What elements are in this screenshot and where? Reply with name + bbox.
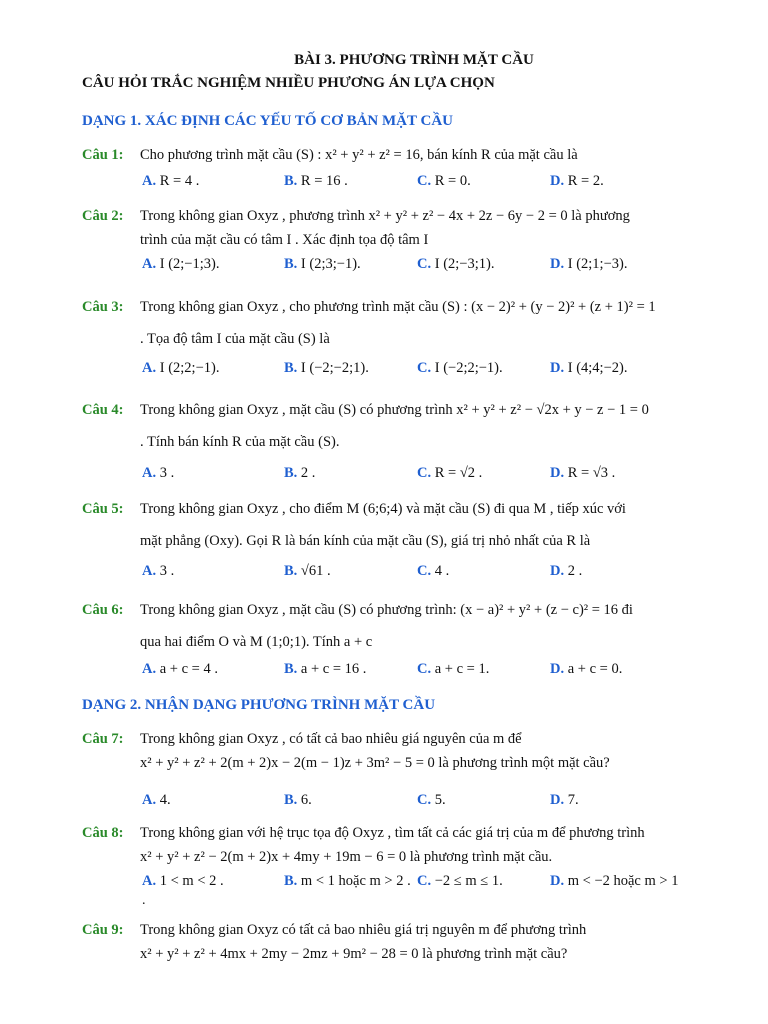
question-text: qua hai điểm O và M (1;0;1). Tính a + c: [140, 634, 373, 650]
question-label: Câu 7:: [82, 731, 124, 747]
option-d[interactable]: D. I (2;1;−3).: [550, 256, 628, 272]
option-c[interactable]: C. 5.: [417, 792, 446, 808]
question-2: [82, 204, 690, 252]
option-d[interactable]: D. a + c = 0.: [550, 661, 623, 677]
question-5: [82, 497, 690, 521]
question-9: [82, 918, 690, 966]
option-b[interactable]: B. 2 .: [284, 465, 316, 481]
question-8: [82, 821, 690, 869]
question-text: x² + y² + z² − 2(m + 2)x + 4my + 19m − 6 = 0 là phương trình mặt cầu.: [140, 849, 553, 865]
question-text: Trong không gian Oxyz , cho điểm M (6;6;4) và mặt cầu (S) đi qua M , tiếp xúc với: [140, 501, 626, 517]
trailing-period: .: [142, 893, 146, 908]
question-6-cont: [82, 630, 690, 654]
option-c[interactable]: C. a + c = 1.: [417, 661, 490, 677]
question-text: Trong không gian Oxyz có tất cả bao nhiêu giá trị nguyên m để phương trình: [140, 922, 587, 938]
option-b[interactable]: B. √61 .: [284, 563, 331, 579]
question-text: Trong không gian Oxyz , mặt cầu (S) có phương trình x² + y² + z² − √2x + y − z − 1 = 0: [140, 402, 649, 418]
question-label: Câu 3:: [82, 299, 124, 315]
question-label: Câu 2:: [82, 208, 124, 224]
question-7: [82, 727, 690, 775]
options-7: [142, 792, 702, 814]
question-label: Câu 8:: [82, 825, 124, 841]
question-label: Câu 4:: [82, 402, 124, 418]
option-a[interactable]: A. 1 < m < 2 .: [142, 873, 224, 889]
options-2: [142, 256, 702, 278]
question-5-cont: [82, 529, 690, 553]
question-text: x² + y² + z² + 2(m + 2)x − 2(m − 1)z + 3m² − 5 = 0 là phương trình một mặt cầu?: [140, 755, 610, 771]
question-3: [82, 295, 690, 319]
option-c[interactable]: C. I (2;−3;1).: [417, 256, 495, 272]
question-text: Trong không gian Oxyz , phương trình x² + y² + z² − 4x + 2z − 6y − 2 = 0 là phương: [140, 208, 630, 224]
question-text: trình của mặt cầu có tâm I . Xác định tọa độ tâm I: [140, 232, 429, 248]
option-d[interactable]: D. R = 2.: [550, 173, 604, 189]
question-text: Trong không gian với hệ trục tọa độ Oxyz , tìm tất cả các giá trị của m để phương trình: [140, 825, 645, 841]
question-label: Câu 5:: [82, 501, 124, 517]
option-b[interactable]: B. R = 16 .: [284, 173, 348, 189]
section-heading-2: DẠNG 2. NHẬN DẠNG PHƯƠNG TRÌNH MẶT CẦU: [82, 697, 436, 713]
question-label: Câu 1:: [82, 147, 124, 163]
option-d[interactable]: D. 7.: [550, 792, 579, 808]
question-text: x² + y² + z² + 4mx + 2my − 2mz + 9m² − 28 = 0 là phương trình mặt cầu?: [140, 946, 568, 962]
question-3-cont: [82, 327, 690, 351]
question-1: [82, 143, 690, 167]
question-text: Cho phương trình mặt cầu (S) : x² + y² + z² = 16, bán kính R của mặt cầu là: [140, 147, 578, 163]
option-c[interactable]: C. −2 ≤ m ≤ 1.: [417, 873, 503, 889]
option-a[interactable]: A. a + c = 4 .: [142, 661, 218, 677]
question-label: Câu 6:: [82, 602, 124, 618]
option-c[interactable]: C. 4 .: [417, 563, 450, 579]
options-3: [142, 360, 702, 382]
page-title: BÀI 3. PHƯƠNG TRÌNH MẶT CẦU: [294, 52, 534, 68]
option-b[interactable]: B. I (−2;−2;1).: [284, 360, 369, 376]
option-a[interactable]: A. 3 .: [142, 563, 175, 579]
question-6: [82, 598, 690, 622]
question-text: Trong không gian Oxyz , mặt cầu (S) có phương trình: (x − a)² + y² + (z − c)² = 16 đi: [140, 602, 633, 618]
option-a[interactable]: A. R = 4 .: [142, 173, 200, 189]
option-a[interactable]: A. I (2;2;−1).: [142, 360, 220, 376]
question-text: . Tọa độ tâm I của mặt cầu (S) là: [140, 331, 330, 347]
question-4-cont: [82, 430, 690, 454]
page-subtitle: CÂU HỎI TRẮC NGHIỆM NHIỀU PHƯƠNG ÁN LỰA CHỌN: [82, 75, 495, 91]
option-b[interactable]: B. 6.: [284, 792, 312, 808]
options-5: [142, 563, 702, 585]
question-text: Trong không gian Oxyz , cho phương trình mặt cầu (S) : (x − 2)² + (y − 2)² + (z + 1)² = 1: [140, 299, 656, 315]
question-4: [82, 398, 690, 422]
options-4: [142, 465, 702, 487]
option-a[interactable]: A. I (2;−1;3).: [142, 256, 220, 272]
option-b[interactable]: B. I (2;3;−1).: [284, 256, 361, 272]
option-b[interactable]: B. m < 1 hoặc m > 2 .: [284, 873, 411, 889]
option-b[interactable]: B. a + c = 16 .: [284, 661, 367, 677]
question-text: mặt phẳng (Oxy). Gọi R là bán kính của mặt cầu (S), giá trị nhỏ nhất của R là: [140, 533, 591, 549]
section-heading-1: DẠNG 1. XÁC ĐỊNH CÁC YẾU TỐ CƠ BẢN MẶT CẦU: [82, 113, 453, 129]
option-d[interactable]: D. m < −2 hoặc m > 1: [550, 873, 679, 889]
option-d[interactable]: D. R = √3 .: [550, 465, 616, 481]
options-6: [142, 661, 702, 683]
option-d[interactable]: D. I (4;4;−2).: [550, 360, 628, 376]
option-c[interactable]: C. R = 0.: [417, 173, 471, 189]
options-8: [142, 873, 702, 895]
option-d[interactable]: D. 2 .: [550, 563, 583, 579]
question-text: . Tính bán kính R của mặt cầu (S).: [140, 434, 340, 450]
option-c[interactable]: C. R = √2 .: [417, 465, 483, 481]
option-a[interactable]: A. 3 .: [142, 465, 175, 481]
option-a[interactable]: A. 4.: [142, 792, 171, 808]
question-text: Trong không gian Oxyz , có tất cả bao nhiêu giá nguyên của m để: [140, 731, 522, 747]
option-c[interactable]: C. I (−2;2;−1).: [417, 360, 503, 376]
options-1: [142, 173, 702, 195]
question-label: Câu 9:: [82, 922, 124, 938]
